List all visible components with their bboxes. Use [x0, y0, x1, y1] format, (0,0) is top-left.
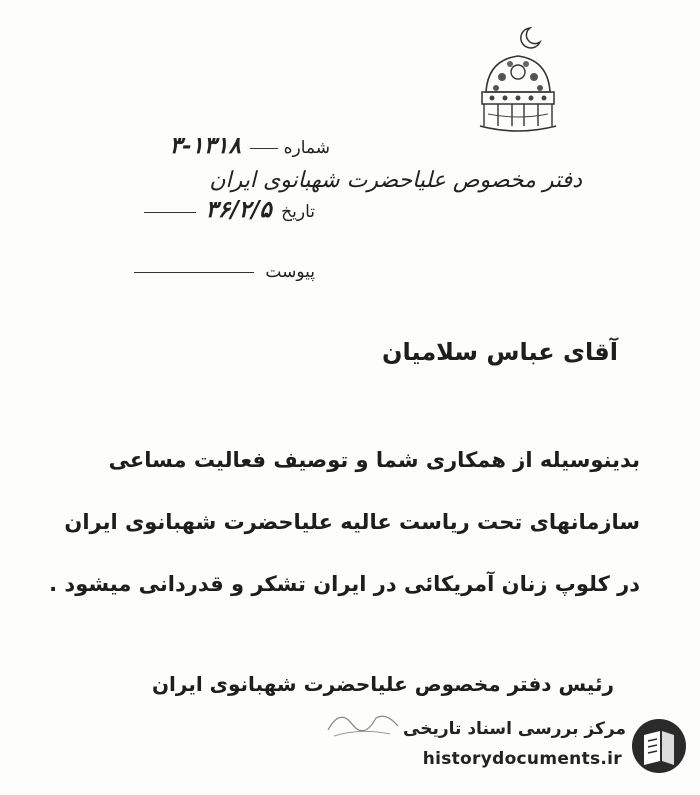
signature-title: رئیس دفتر مخصوص علیاحضرت شهبانوی ایران	[151, 672, 614, 696]
watermark-url: historydocuments.ir	[422, 749, 622, 769]
body-line-1: بدینوسیله از همکاری شما و توصیف فعالیت مساعی	[108, 448, 640, 472]
body-line-3: در کلوپ زنان آمریکائی در ایران تشکر و قدردانی میشود .	[49, 572, 640, 596]
number-dash	[250, 148, 278, 149]
watermark-name: مرکز بررسی اسناد تاریخی	[403, 719, 626, 739]
date-label: تاریخ	[281, 202, 315, 222]
attachment-dash	[134, 272, 254, 273]
date-value: ۳۶/۲/۵	[205, 196, 272, 223]
body-line-2: سازمانهای تحت ریاست عالیه علیاحضرت شهبانوی ایران	[64, 510, 640, 534]
number-value: ۳-۱۳۱۸	[169, 132, 241, 159]
attachment-label: پیوست	[265, 262, 315, 282]
salutation: آقای عباس سلامیان	[382, 338, 618, 366]
book-document-icon	[630, 717, 688, 775]
handwritten-signature	[320, 700, 410, 740]
office-title: دفتر مخصوص علیاحضرت شهبانوی ایران	[209, 168, 582, 193]
letter-number-line	[169, 132, 330, 159]
royal-crown-crest-icon	[468, 22, 568, 142]
letter-date-line	[144, 196, 315, 223]
archive-watermark	[398, 709, 688, 781]
date-dash	[144, 212, 196, 213]
number-label: شماره	[283, 138, 330, 158]
letter-attachment-line	[134, 262, 315, 282]
